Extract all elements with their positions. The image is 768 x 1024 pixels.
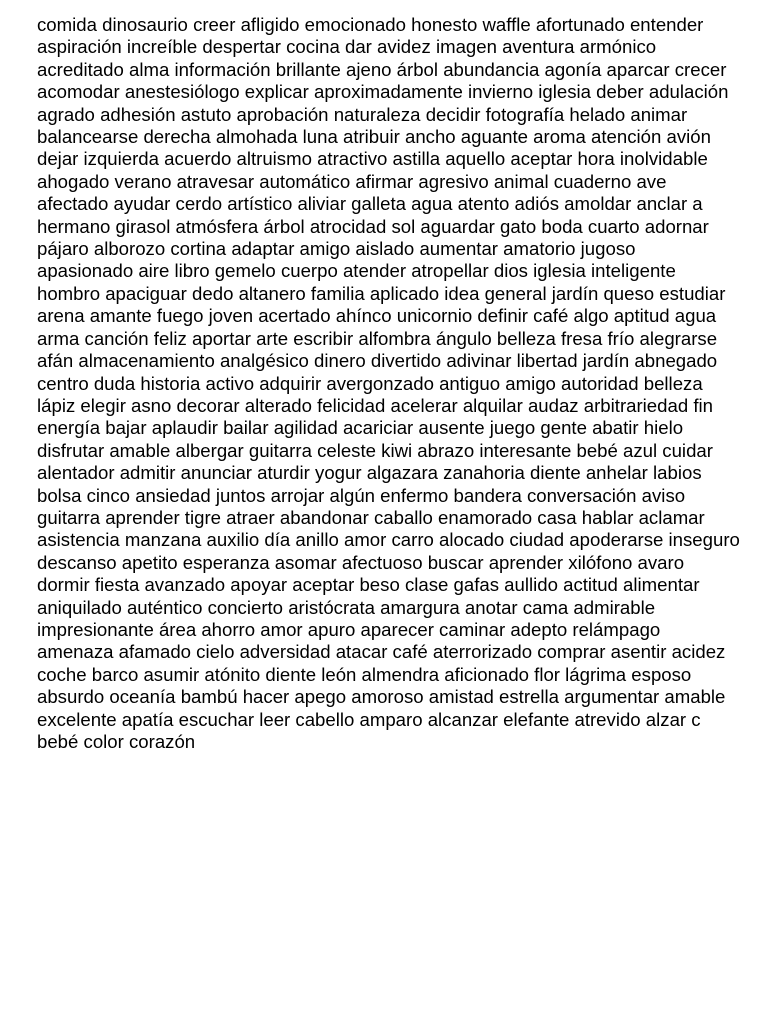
text-line: ahogado verano atravesar automático afirmar agresivo animal cuaderno ave	[37, 170, 667, 192]
text-line: alentador admitir anunciar aturdir yogur algazara zanahoria diente anhelar labios	[37, 462, 702, 484]
text-line: comida dinosaurio creer afligido emocionado honesto waffle afortunado entender	[37, 14, 704, 35]
text-line: dormir fiesta avanzado apoyar aceptar beso clase gafas aullido actitud alimentar	[37, 574, 700, 596]
text-line: balancearse derecha almohada luna atribuir ancho aguante aroma atención avión	[37, 126, 711, 148]
text-line: bebé color corazón	[37, 731, 196, 752]
text-line: hombro apaciguar dedo altanero familia aplicado idea general jardín queso estudiar	[37, 282, 726, 304]
text-line: pájaro alborozo cortina adaptar amigo aislado aumentar amatorio jugoso	[37, 238, 636, 260]
text-line: afectado ayudar cerdo artístico aliviar galleta agua atento adiós amoldar anclar a	[37, 193, 703, 215]
text-line: apasionado aire libro gemelo cuerpo atender atropellar dios iglesia inteligente	[37, 260, 676, 282]
text-line: asistencia manzana auxilio día anillo amor carro alocado ciudad apoderarse inseguro	[37, 529, 740, 551]
word-list-text	[37, 14, 768, 753]
text-line: arma canción feliz aportar arte escribir alfombra ángulo belleza fresa frío alegrarse	[37, 327, 718, 349]
text-line: bolsa cinco ansiedad juntos arrojar algún enfermo bandera conversación aviso	[37, 484, 686, 506]
text-line: excelente apatía escuchar leer cabello amparo alcanzar elefante atrevido alzar c	[37, 708, 701, 730]
text-line: acreditado alma información brillante ajeno árbol abundancia agonía aparcar crecer	[37, 58, 727, 80]
text-line: aniquilado auténtico concierto aristócrata amargura anotar cama admirable	[37, 596, 656, 618]
text-line: afán almacenamiento analgésico dinero divertido adivinar libertad jardín abnegado	[37, 350, 718, 372]
text-line: aspiración increíble despertar cocina dar avidez imagen aventura armónico	[37, 36, 657, 58]
text-line: dejar izquierda acuerdo altruismo atractivo astilla aquello aceptar hora inolvidable	[37, 148, 708, 170]
text-line: energía bajar aplaudir bailar agilidad acariciar ausente juego gente abatir hielo	[37, 417, 684, 439]
text-line: disfrutar amable albergar guitarra celeste kiwi abrazo interesante bebé azul cuidar	[37, 439, 713, 461]
text-line: centro duda historia activo adquirir avergonzado antiguo amigo autoridad belleza	[37, 372, 703, 394]
text-line: acomodar anestesiólogo explicar aproximadamente invierno iglesia deber adulación	[37, 81, 729, 103]
text-line: arena amante fuego joven acertado ahínco unicornio definir café algo aptitud agua	[37, 305, 717, 327]
text-line: coche barco asumir atónito diente león almendra aficionado flor lágrima esposo	[37, 663, 692, 685]
text-line: hermano girasol atmósfera árbol atrocidad sol aguardar gato boda cuarto adornar	[37, 215, 709, 237]
text-line: amenaza afamado cielo adversidad atacar café aterrorizado comprar asentir acidez	[37, 641, 726, 663]
text-line: absurdo oceanía bambú hacer apego amoroso amistad estrella argumentar amable	[37, 686, 726, 708]
text-line: descanso apetito esperanza asomar afectuoso buscar aprender xilófono avaro	[37, 551, 685, 573]
text-line: impresionante área ahorro amor apuro aparecer caminar adepto relámpago	[37, 618, 661, 640]
text-line: guitarra aprender tigre atraer abandonar caballo enamorado casa hablar aclamar	[37, 506, 705, 528]
text-line: lápiz elegir asno decorar alterado felicidad acelerar alquilar audaz arbitrariedad fin	[37, 394, 713, 416]
text-line: agrado adhesión astuto aprobación naturaleza decidir fotografía helado animar	[37, 103, 688, 125]
